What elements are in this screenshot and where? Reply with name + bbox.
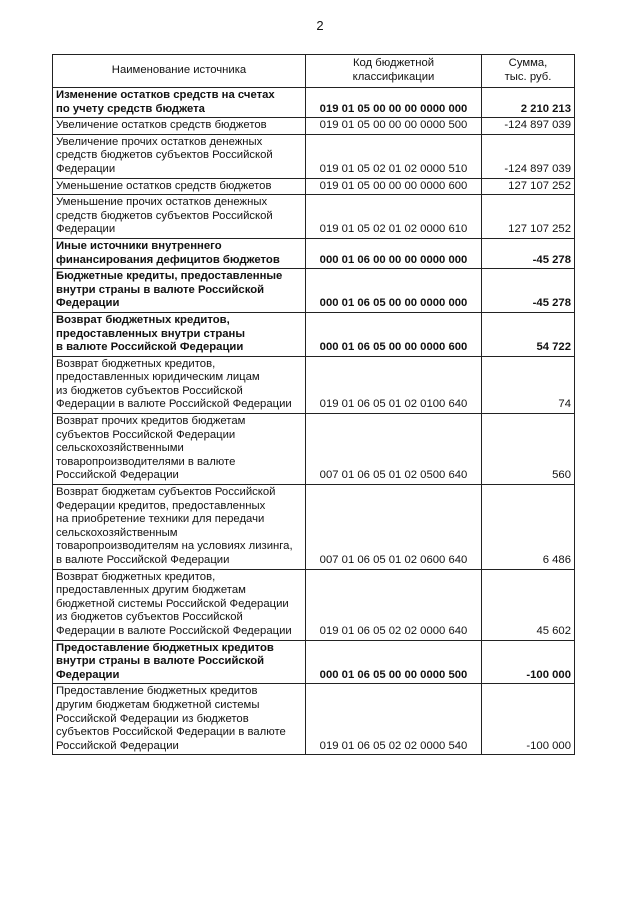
source-name-line: Российской Федерации xyxy=(56,469,179,482)
header-amount xyxy=(482,55,575,88)
source-name-line: внутри страны в валюте Российской xyxy=(56,655,265,668)
header-amount-line1: Сумма, xyxy=(508,57,548,70)
source-name-cell xyxy=(53,118,306,135)
source-name-cell xyxy=(53,485,306,570)
source-name-line: Федерации xyxy=(56,297,120,310)
source-name-line: по учету средств бюджета xyxy=(56,102,205,115)
source-name-line: предоставленных другим бюджетам xyxy=(56,584,246,597)
budget-code-cell: 019 01 05 00 00 00 0000 600 xyxy=(306,178,482,195)
source-name-line: Бюджетные кредиты, предоставленные xyxy=(56,270,283,283)
budget-code-cell: 019 01 06 05 02 02 0000 540 xyxy=(306,684,482,755)
source-name-cell xyxy=(53,238,306,268)
amount-cell: 74 xyxy=(482,356,575,413)
source-name-cell xyxy=(53,134,306,178)
header-source-name xyxy=(53,55,306,88)
source-name-line: другим бюджетам бюджетной системы xyxy=(56,698,260,711)
budget-code-cell: 019 01 05 02 01 02 0000 510 xyxy=(306,134,482,178)
source-name-line: в валюте Российской Федерации xyxy=(56,341,244,354)
source-name-line: бюджетной системы Российской Федерации xyxy=(56,597,289,610)
budget-code-cell: 019 01 05 00 00 00 0000 500 xyxy=(306,118,482,135)
source-name-line: из бюджетов субъектов Российской xyxy=(56,611,243,624)
budget-code-cell: 019 01 05 00 00 00 0000 000 xyxy=(306,88,482,118)
amount-cell: 127 107 252 xyxy=(482,195,575,239)
amount-cell: 45 602 xyxy=(482,569,575,640)
source-name-line: Уменьшение остатков средств бюджетов xyxy=(56,179,272,192)
table-row xyxy=(53,195,575,239)
header-budget-code-line1: Код бюджетной xyxy=(352,57,435,70)
table-row xyxy=(53,178,575,195)
amount-cell: -45 278 xyxy=(482,269,575,313)
source-name-cell xyxy=(53,269,306,313)
source-name-line: Федерации xyxy=(56,223,116,236)
table-row xyxy=(53,312,575,356)
source-name-line: предоставленных внутри страны xyxy=(56,327,246,340)
amount-cell: -100 000 xyxy=(482,640,575,684)
header-budget-code-line2: классификации xyxy=(352,71,435,83)
amount-cell: 54 722 xyxy=(482,312,575,356)
source-name-line: Возврат бюджетных кредитов, xyxy=(56,357,216,370)
budget-code-cell: 019 01 06 05 02 02 0000 640 xyxy=(306,569,482,640)
page-number: 2 xyxy=(316,18,324,33)
source-name-line: субъектов Российской Федерации в валюте xyxy=(56,726,286,739)
source-name-line: на приобретение техники для передачи xyxy=(56,513,265,526)
source-name-line: Возврат прочих кредитов бюджетам xyxy=(56,415,246,428)
source-name-cell xyxy=(53,178,306,195)
source-name-line: средств бюджетов субъектов Российской xyxy=(56,149,273,162)
budget-code-cell: 019 01 05 02 01 02 0000 610 xyxy=(306,195,482,239)
amount-cell: 127 107 252 xyxy=(482,178,575,195)
budget-sources-table xyxy=(52,54,575,755)
source-name-line: из бюджетов субъектов Российской xyxy=(56,384,243,397)
source-name-line: Предоставление бюджетных кредитов xyxy=(56,641,274,654)
budget-code-cell: 007 01 06 05 01 02 0500 640 xyxy=(306,414,482,485)
budget-code-cell: 000 01 06 00 00 00 0000 000 xyxy=(306,238,482,268)
source-name-line: в валюте Российской Федерации xyxy=(56,554,230,566)
source-name-line: Российской Федерации из бюджетов xyxy=(56,712,249,725)
header-source-name-label: Наименование источника xyxy=(111,64,247,77)
table-row xyxy=(53,118,575,135)
source-name-line: Федерации xyxy=(56,668,120,681)
amount-cell: -124 897 039 xyxy=(482,134,575,178)
source-name-line: сельскохозяйственными xyxy=(56,442,184,455)
budget-code-cell: 007 01 06 05 01 02 0600 640 xyxy=(306,485,482,570)
table-row xyxy=(53,238,575,268)
header-budget-code xyxy=(306,55,482,88)
source-name-line: средств бюджетов субъектов Российской xyxy=(56,209,273,222)
header-amount-line2: тыс. руб. xyxy=(504,71,552,83)
table-header-row xyxy=(53,55,575,88)
source-name-line: Изменение остатков средств на счетах xyxy=(56,89,275,101)
source-name-line: Российской Федерации xyxy=(56,739,179,752)
amount-cell: 2 210 213 xyxy=(482,88,575,118)
source-name-line: Уменьшение прочих остатков денежных xyxy=(56,196,268,209)
source-name-line: Увеличение остатков средств бюджетов xyxy=(56,119,267,132)
source-name-line: Возврат бюджетных кредитов, xyxy=(56,570,216,583)
table-row xyxy=(53,134,575,178)
budget-code-cell: 000 01 06 05 00 00 0000 500 xyxy=(306,640,482,684)
amount-cell: -45 278 xyxy=(482,238,575,268)
amount-cell: -100 000 xyxy=(482,684,575,755)
source-name-line: финансирования дефицитов бюджетов xyxy=(56,253,280,266)
source-name-line: внутри страны в валюте Российской xyxy=(56,283,265,296)
source-name-cell xyxy=(53,195,306,239)
amount-cell: -124 897 039 xyxy=(482,118,575,135)
source-name-line: субъектов Российской Федерации xyxy=(56,428,236,441)
table-row xyxy=(53,269,575,313)
source-name-line: предоставленных юридическим лицам xyxy=(56,371,260,384)
amount-cell: 560 xyxy=(482,414,575,485)
source-name-cell xyxy=(53,312,306,356)
budget-code-cell: 019 01 06 05 01 02 0100 640 xyxy=(306,356,482,413)
source-name-cell xyxy=(53,356,306,413)
amount-cell: 6 486 xyxy=(482,485,575,570)
source-name-cell xyxy=(53,88,306,118)
table-row xyxy=(53,356,575,413)
table-row xyxy=(53,88,575,118)
source-name-line: Возврат бюджетам субъектов Российской xyxy=(56,486,276,499)
table-row xyxy=(53,414,575,485)
source-name-cell xyxy=(53,414,306,485)
source-name-cell xyxy=(53,684,306,755)
budget-code-cell: 000 01 06 05 00 00 0000 000 xyxy=(306,269,482,313)
source-name-line: Федерации xyxy=(56,162,116,175)
source-name-line: сельскохозяйственным xyxy=(56,526,178,539)
table-row xyxy=(53,569,575,640)
source-name-line: Увеличение прочих остатков денежных xyxy=(56,135,263,148)
table-row xyxy=(53,684,575,755)
source-name-cell xyxy=(53,569,306,640)
budget-code-cell: 000 01 06 05 00 00 0000 600 xyxy=(306,312,482,356)
source-name-line: Федерации в валюте Российской Федерации xyxy=(56,624,292,637)
source-name-line: товаропроизводителями в валюте xyxy=(56,455,236,468)
table-row xyxy=(53,640,575,684)
source-name-line: товаропроизводителям на условиях лизинга, xyxy=(56,540,293,553)
source-name-line: Федерации кредитов, предоставленных xyxy=(56,499,266,512)
table-body xyxy=(53,88,575,755)
source-name-line: Возврат бюджетных кредитов, xyxy=(56,313,230,326)
source-name-line: Федерации в валюте Российской Федерации xyxy=(56,398,292,411)
source-name-line: Иные источники внутреннего xyxy=(56,239,222,252)
table-row xyxy=(53,485,575,570)
source-name-cell xyxy=(53,640,306,684)
source-name-line: Предоставление бюджетных кредитов xyxy=(56,685,258,698)
